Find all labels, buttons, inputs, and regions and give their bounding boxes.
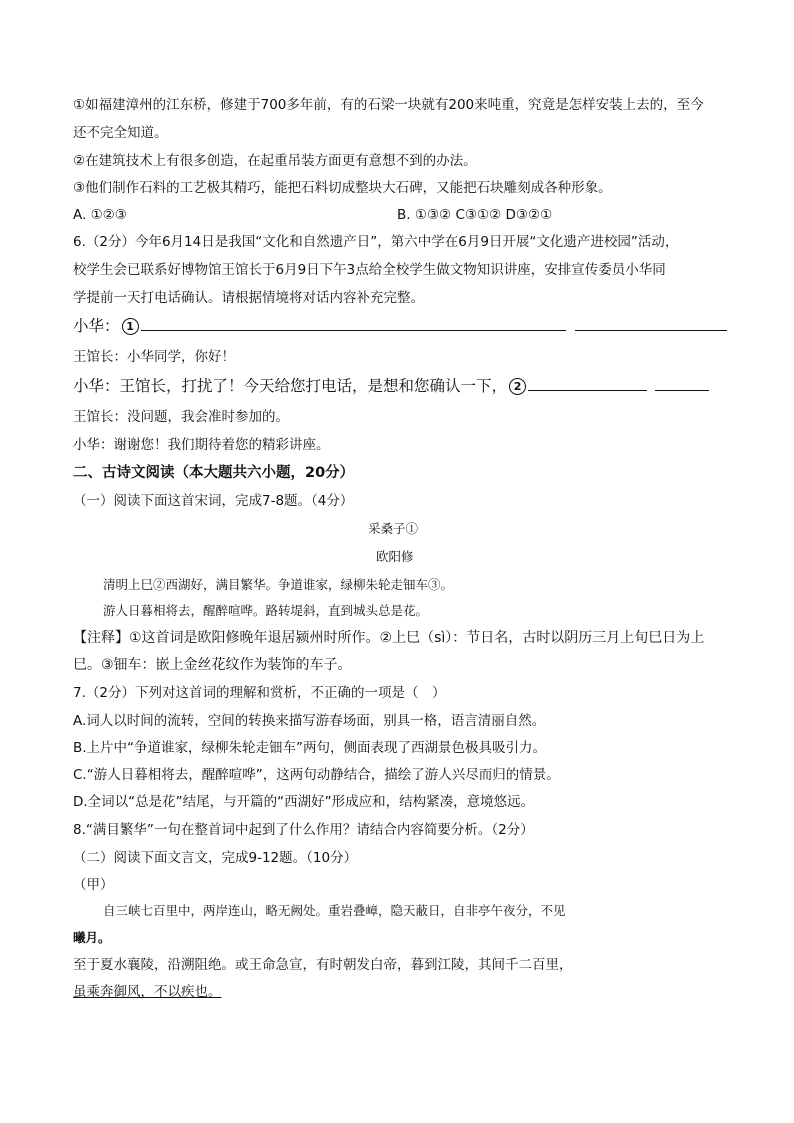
poem-line-2: 游人日暮相将去，醒醉喧哗。路转堤斜，直到城头总是花。 [103,603,429,618]
sentence-1-line-2: 还不完全知道。 [73,125,168,141]
question-7-option-d: D.全词以“总是花”结尾，与开篇的“西湖好”形成应和，结构紧凑，意境悠远。 [73,794,535,810]
question-7-option-c: C.“游人日暮相将去，醒醉喧哗”，这两句动静结合，描绘了游人兴尽而归的情景。 [73,767,560,783]
blank-number-1: 1 [122,318,139,335]
question-6-line-1: 6.（2分）今年6月14日是我国“文化和自然遗产日”，第六中学在6月9日开展“文化遗产进校园”活动， [73,234,679,250]
sentence-1-line-1: ①如福建漳州的江东桥，修建于700多年前，有的石梁一块就有200来吨重，究竟是怎样安装上去的，至今 [73,97,704,113]
passage-line-4: 虽乘奔御风，不以疾也。 [73,984,222,1000]
dialogue-line-2: 王馆长：小华同学，你好！ [73,349,235,365]
answer-blank-2b[interactable] [655,376,709,391]
question-7-option-b: B.上片中“争道谁家，绿柳朱轮走钿车”两句，侧面表现了西湖景色极具吸引力。 [73,740,547,756]
passage-line-3: 至于夏水襄陵，沿溯阻绝。或王命急宣，有时朝发白帝，暮到江陵，其间千二百里， [73,957,573,973]
dialogue-line-1 [73,316,727,335]
question-7-option-a: A.词人以时间的流转，空间的转换来描写游春场面，别具一格，语言清丽自然。 [73,713,546,729]
sentence-2: ②在建筑技术上有很多创造，在起重吊装方面更有意想不到的办法。 [73,153,477,169]
option-b: B. ①③② C③①② D③②① [397,207,553,223]
answer-blank-1a[interactable] [141,316,566,331]
dialogue-line-3 [73,376,709,395]
poem-line-1: 清明上巳②西湖好，满目繁华。争道谁家，绿柳朱轮走钿车③。 [103,577,454,592]
speaker-label: 小华： [73,317,120,335]
section-2-heading: 二、古诗文阅读（本大题共六小题，20分） [73,465,355,481]
dialogue-line-5: 小华：谢谢您！我们期待着您的精彩讲座。 [73,437,330,453]
poem-title: 采桑子① [368,521,419,536]
annotation-line-2: 巳。③钿车：嵌上金丝花纹作为装饰的车子。 [73,657,352,673]
dialogue-line-3-text: 小华：王馆长，打扰了！今天给您打电话，是想和您确认一下， [73,377,508,395]
dialogue-line-4: 王馆长：没问题，我会准时参加的。 [73,409,289,425]
question-6-line-2: 校学生会已联系好博物馆王馆长于6月9日下午3点给全校学生做文物知识讲座，安排宣传委员小华同 [73,262,666,278]
passage-line-2: 曦月。 [73,930,111,945]
subsection-2-title: （二）阅读下面文言文，完成9-12题。（10分） [73,850,358,866]
answer-blank-2a[interactable] [528,376,647,391]
question-8: 8.“满目繁华”一句在整首词中起到了什么作用？请结合内容简要分析。（2分） [73,822,534,838]
subsection-1-title: （一）阅读下面这首宋词，完成7-8题。（4分） [73,493,354,509]
annotation-line-1: 【注释】①这首词是欧阳修晚年退居颍州时所作。②上巳（sì）：节日名，古时以阴历三月上旬巳日为上 [73,630,705,646]
passage-line-1: 自三峡七百里中，两岸连山，略无阙处。重岩叠嶂，隐天蔽日，自非亭午夜分，不见 [103,903,566,918]
blank-number-2: 2 [509,378,526,395]
option-a: A. ①②③ [73,207,127,223]
poem-author: 欧阳修 [376,549,414,564]
answer-blank-1b[interactable] [575,316,727,331]
passage-jia-label: （甲） [73,877,114,893]
sentence-3: ③他们制作石料的工艺极其精巧，能把石料切成整块大石碑，又能把石块雕刻成各种形象。 [73,180,612,196]
question-7: 7.（2分）下列对这首词的理解和赏析，不正确的一项是（ ） [73,685,446,701]
question-6-line-3: 学提前一天打电话确认。请根据情境将对话内容补充完整。 [73,290,424,306]
